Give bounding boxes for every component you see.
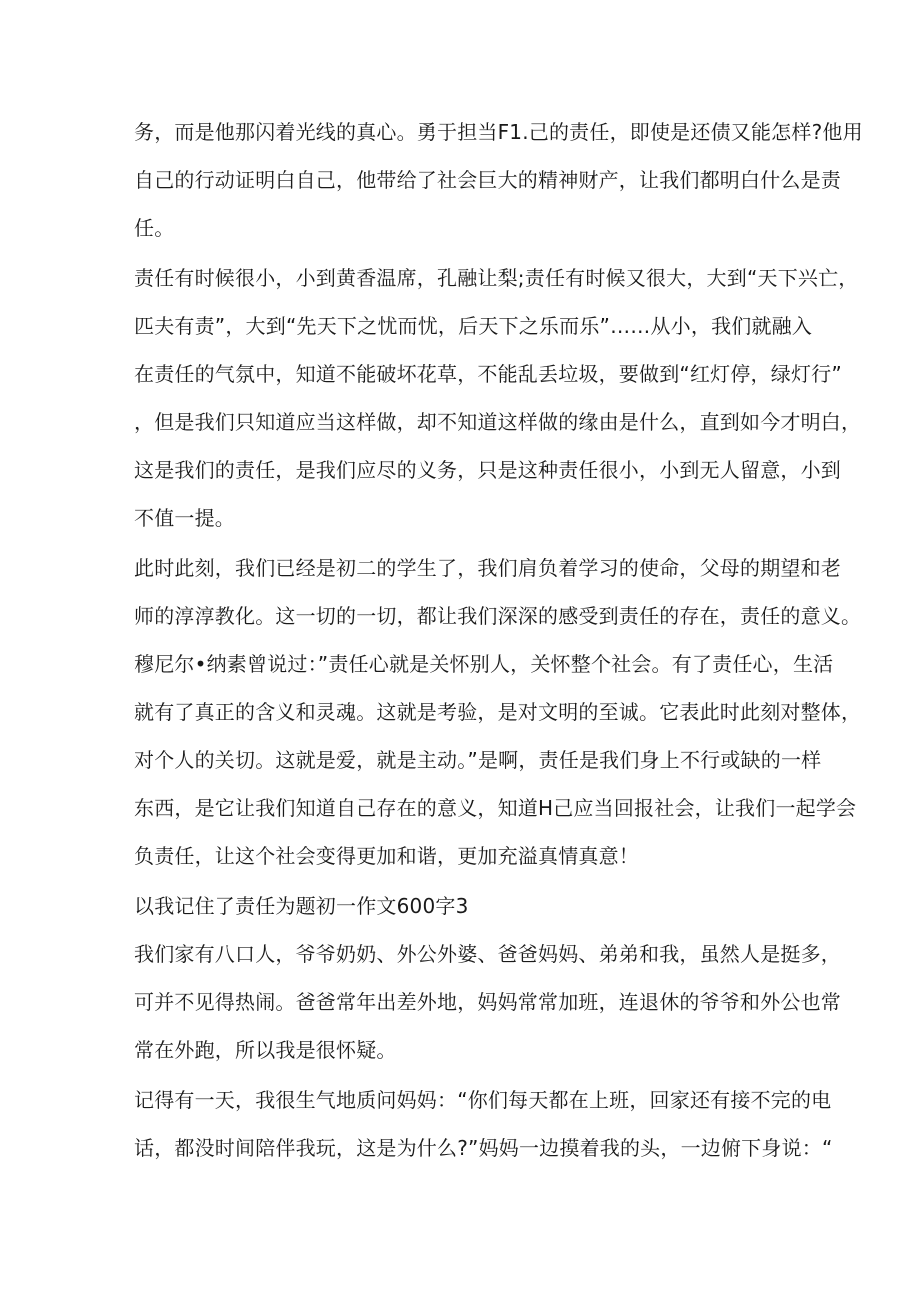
text-line: 话，都没时间陪伴我玩，这是为什么?”妈妈一边摸着我的头，一边俯下身说：“ — [134, 1136, 833, 1160]
text-line: 可并不见得热闹。爸爸常年出差外地，妈妈常常加班，连退休的爷爷和外公也常 — [134, 990, 841, 1014]
text-line: 东西，是它让我们知道自己存在的意义，知道H己应当回报社会，让我们一起学会 — [134, 796, 857, 820]
text-line: 责任有时候很小，小到黄香温席，孔融让梨;责任有时候又很大，大到“天下兴亡， — [134, 266, 859, 290]
text-line: 任。 — [134, 216, 175, 240]
text-line: 在责任的气氛中，知道不能破坏花草，不能乱丢垃圾，要做到“红灯停，绿灯行” — [134, 362, 842, 386]
text-line: 我们家有八口人，爷爷奶奶、外公外婆、爸爸妈妈、弟弟和我，虽然人是挺多， — [134, 942, 841, 966]
text-line: 务，而是他那闪着光线的真心。勇于担当F1.己的责任，即使是还债又能怎样?他用 — [134, 120, 863, 144]
text-line: 这是我们的责任，是我们应尽的义务，只是这种责任很小，小到无人留意，小到 — [134, 458, 841, 482]
text-line: 匹夫有责”，大到“先天下之忧而忧，后天下之乐而乐”……从小，我们就融入 — [134, 314, 813, 338]
text-line: 自己的行动证明白自己，他带给了社会巨大的精神财产，让我们都明白什么是责 — [134, 168, 841, 192]
text-line: 不值一提。 — [134, 506, 235, 530]
text-line: 就有了真正的含义和灵魂。这就是考验，是对文明的至诚。它表此时此刻对整体， — [134, 700, 862, 724]
text-line: 对个人的关切。这就是爱，就是主动。”是啊，责任是我们身上不行或缺的一样 — [134, 748, 822, 772]
text-line: 负责任，让这个社会变得更加和谐，更加充溢真情真意！ — [134, 844, 639, 868]
text-line: ，但是我们只知道应当这样做，却不知道这样做的缘由是什么，直到如今才明白， — [134, 410, 862, 434]
text-line: 记得有一天，我很生气地质问妈妈：“你们每天都在上班，回家还有接不完的电 — [134, 1088, 832, 1112]
text-line: 常在外跑，所以我是很怀疑。 — [134, 1038, 397, 1062]
text-line: 师的淳淳教化。这一切的一切，都让我们深深的感受到责任的存在，责任的意义。 — [134, 604, 862, 628]
text-line: 此时此刻，我们已经是初二的学生了，我们肩负着学习的使命，父母的期望和老 — [134, 556, 841, 580]
text-line: 穆尼尔•纳素曾说过：”责任心就是关怀别人，关怀整个社会。有了责任心，生活 — [134, 652, 834, 676]
section-heading: 以我记住了责任为题初一作文600字3 — [134, 894, 469, 918]
